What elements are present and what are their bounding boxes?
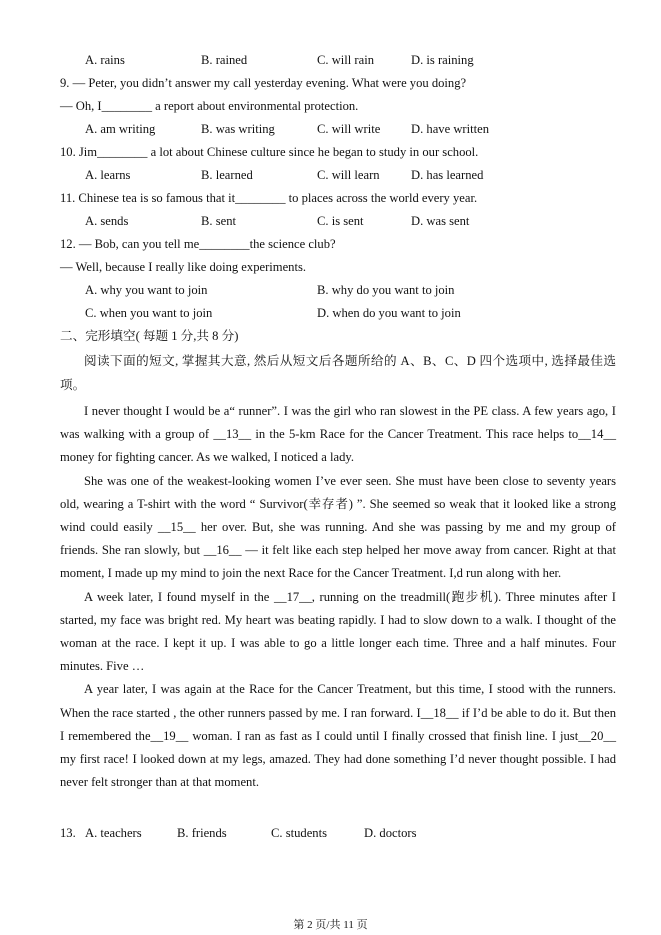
q11-stem: 11. Chinese tea is so famous that it________ to places across the world every year. [60, 191, 478, 205]
passage-paragraph-1: I never thought I would be a“ runner”. I was the girl who ran slowest in the PE class. A few years ago, I was walking with a group of __13__ in the 5-km Race for the Cancer Treatment. This race helps to__14__ money for fighting cancer. As we walked, I noticed a lady. [60, 404, 616, 465]
page-number: 第 2 页/共 11 页 [293, 919, 368, 931]
q9-stem: 9. — Peter, you didn’t answer my call yesterday evening. What were you doing? [60, 76, 467, 90]
q10-option-c: C. will learn [317, 168, 380, 182]
q11-option-a: A. sends [85, 214, 129, 228]
passage-paragraph-4: A year later, I was again at the Race for the Cancer Treatment, but this time, I stood with the runners. When the race started , the other runners passed by me. I ran forward. I__18__ if I’d be able to do it. But then I remembered the__19__ woman. I ran as fast as I could until I finally crossed that finish line. I just__20__ my first race! I looked down at my legs, amazed. They had done something I’d never thought possible. I had never felt stronger than at that moment. [60, 682, 616, 790]
q12-option-d: D. when do you want to join [317, 306, 461, 320]
section-instruction [60, 349, 616, 397]
q12-option-c: C. when you want to join [85, 306, 213, 320]
cloze-passage [60, 400, 616, 794]
q13-option-d: D. doctors [364, 826, 417, 840]
q9-reply: — Oh, I________ a report about environmental protection. [60, 99, 359, 113]
q12-option-b: B. why do you want to join [317, 283, 455, 297]
q13-option-c: C. students [271, 826, 327, 840]
q13-option-a: A. teachers [85, 826, 142, 840]
q10-option-d: D. has learned [411, 168, 484, 182]
q8-option-d: D. is raining [411, 53, 474, 67]
q9-option-c: C. will write [317, 122, 381, 136]
q13-option-b: B. friends [177, 826, 227, 840]
q12-reply: — Well, because I really like doing experiments. [60, 260, 307, 274]
q11-option-c: C. is sent [317, 214, 364, 228]
q11-option-b: B. sent [201, 214, 236, 228]
q12-stem: 12. — Bob, can you tell me________the science club? [60, 237, 336, 251]
q10-option-b: B. learned [201, 168, 253, 182]
q9-option-d: D. have written [411, 122, 489, 136]
q10-stem: 10. Jim________ a lot about Chinese culture since he began to study in our school. [60, 145, 479, 159]
instruction-text: 阅读下面的短文, 掌握其大意, 然后从短文后各题所给的 A、B、C、D 四个选项中, 选择最佳选项。 [60, 354, 616, 392]
q11-option-d: D. was sent [411, 214, 470, 228]
q10-option-a: A. learns [85, 168, 131, 182]
q8-option-b: B. rained [201, 53, 248, 67]
q13-number: 13. [60, 826, 76, 840]
passage-paragraph-2: She was one of the weakest-looking women I’ve ever seen. She must have been close to seventy years old, wearing a T-shirt with the word “ Survivor(幸存者) ”. She seemed so weak that it looked like a strong wind could easily __15__ her over. But, she was running. And she was passing by me and my group of friends. She ran slowly, but __16__ — it felt like each step helped her move away from cancer. Right at that moment, I made up my mind to join the next Race for the Cancer Treatment. I,d run along with her. [60, 473, 616, 581]
q12-option-a: A. why you want to join [85, 283, 208, 297]
passage-paragraph-3: A week later, I found myself in the __17__, running on the treadmill(跑步机). Three minutes after I started, my face was bright red. My heart was beating rapidly. I had to slow down to a walk. I thought of the woman at the race. I kept it up. I was able to go a little longer each time. Three and a half minutes. Four minutes. Five … [60, 589, 616, 674]
q8-option-a: A. rains [85, 53, 125, 67]
section-heading: 二、完形填空( 每题 1 分,共 8 分) [60, 329, 239, 343]
q9-option-b: B. was writing [201, 122, 275, 136]
q9-option-a: A. am writing [85, 122, 156, 136]
q8-option-c: C. will rain [317, 53, 375, 67]
